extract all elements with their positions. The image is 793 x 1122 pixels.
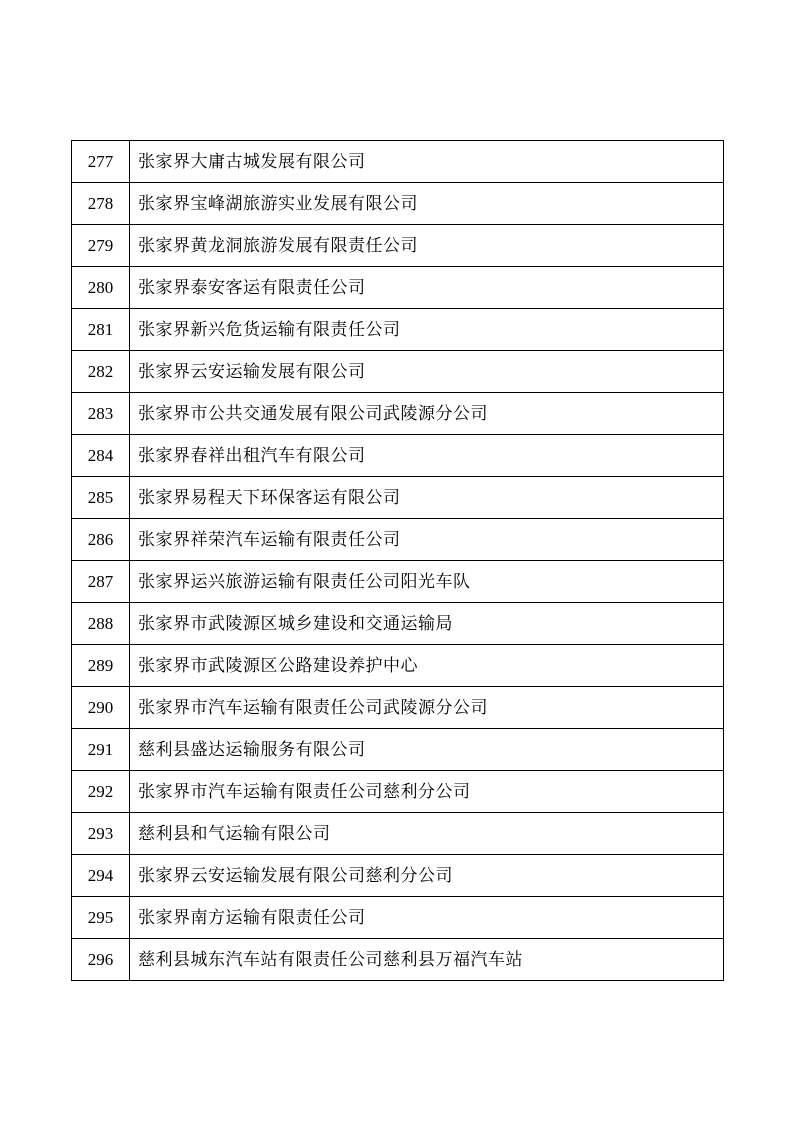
row-number: 280 [72,267,130,309]
company-name: 张家界运兴旅游运输有限责任公司阳光车队 [130,561,724,603]
company-name: 慈利县城东汽车站有限责任公司慈利县万福汽车站 [130,939,724,981]
company-name: 张家界云安运输发展有限公司 [130,351,724,393]
row-number: 296 [72,939,130,981]
table-row [72,225,724,267]
company-name: 张家界宝峰湖旅游实业发展有限公司 [130,183,724,225]
row-number: 289 [72,645,130,687]
company-list-table [71,140,724,981]
row-number: 283 [72,393,130,435]
table-row [72,309,724,351]
company-name: 张家界南方运输有限责任公司 [130,897,724,939]
table-row [72,561,724,603]
company-name: 张家界春祥出租汽车有限公司 [130,435,724,477]
table-row [72,351,724,393]
table-row [72,141,724,183]
table-row [72,687,724,729]
company-name: 张家界新兴危货运输有限责任公司 [130,309,724,351]
row-number: 278 [72,183,130,225]
table-row [72,435,724,477]
company-name: 张家界云安运输发展有限公司慈利分公司 [130,855,724,897]
row-number: 281 [72,309,130,351]
company-name: 张家界市武陵源区公路建设养护中心 [130,645,724,687]
row-number: 279 [72,225,130,267]
row-number: 292 [72,771,130,813]
company-name: 张家界黄龙洞旅游发展有限责任公司 [130,225,724,267]
table-row [72,519,724,561]
row-number: 277 [72,141,130,183]
row-number: 287 [72,561,130,603]
table-row [72,183,724,225]
table-row [72,813,724,855]
table-row [72,939,724,981]
row-number: 294 [72,855,130,897]
table-row [72,393,724,435]
company-name: 张家界祥荣汽车运输有限责任公司 [130,519,724,561]
company-name: 张家界大庸古城发展有限公司 [130,141,724,183]
company-name: 慈利县和气运输有限公司 [130,813,724,855]
row-number: 282 [72,351,130,393]
company-name: 张家界市汽车运输有限责任公司慈利分公司 [130,771,724,813]
table-row [72,645,724,687]
table-row [72,897,724,939]
row-number: 284 [72,435,130,477]
row-number: 291 [72,729,130,771]
company-name: 张家界泰安客运有限责任公司 [130,267,724,309]
company-name: 张家界市武陵源区城乡建设和交通运输局 [130,603,724,645]
company-name: 张家界市公共交通发展有限公司武陵源分公司 [130,393,724,435]
table-row [72,729,724,771]
row-number: 295 [72,897,130,939]
row-number: 285 [72,477,130,519]
table-row [72,771,724,813]
table-row [72,267,724,309]
row-number: 290 [72,687,130,729]
table-row [72,477,724,519]
company-name: 张家界市汽车运输有限责任公司武陵源分公司 [130,687,724,729]
table-row [72,603,724,645]
row-number: 288 [72,603,130,645]
table-row [72,855,724,897]
row-number: 286 [72,519,130,561]
row-number: 293 [72,813,130,855]
company-name: 张家界易程天下环保客运有限公司 [130,477,724,519]
company-name: 慈利县盛达运输服务有限公司 [130,729,724,771]
